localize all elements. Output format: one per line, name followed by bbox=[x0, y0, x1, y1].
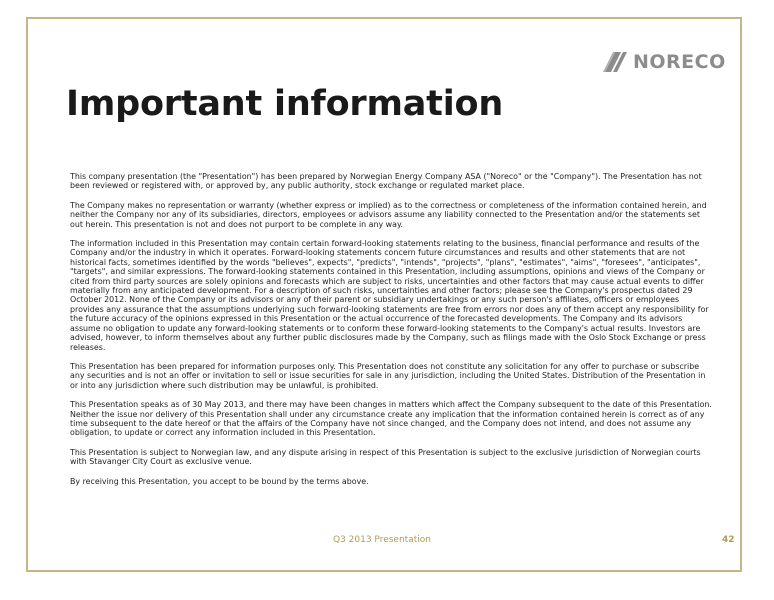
disclaimer-paragraph: This company presentation (the "Presentation") has been prepared by Norwegian Energy Company ASA ("Noreco" or the "Company"). The Presentation has not been reviewed or registered with, or approved by, any public authority, stock exchange or regulated market place. bbox=[70, 172, 702, 191]
disclaimer-paragraph: The information included in this Presentation may contain certain forward-looking statements relating to the business, financial performance and results of the Company and/or the industry in which it operates. Forward-looking statements concern future circumstances and results and other statements that are not historical facts, sometimes identified by the words "believes", expects", "predicts", "intends", "projects", "plans", "estimates", "aims", "foresees", "anticipates", "targets", and similar expressions. The forward-looking statements contained in this Presentation, including assumptions, opinions and views of the Company or cited from third party sources are solely opinions and forecasts which are subject to risks, uncertainties and other factors that may cause actual events to differ materially from any anticipated development. For a description of such risks, uncertainties and other factors; please see the Company's prospectus dated 29 October 2012. None of the Company or its advisors or any of their parent or subsidiary undertakings or any such person's affiliates, officers or employees provides any assurance that the assumptions underlying such forward-looking statements are free from errors nor does any of them accept any responsibility for the future accuracy of the opinions expressed in this Presentation or the actual occurrence of the forecasted developments. The Company and its advisors assume no obligation to update any forward-looking statements or to conform these forward-looking statements to the Company's actual results. Investors are advised, however, to inform themselves about any further public disclosures made by the Company, such as filings made with the Oslo Stock Exchange or press releases. bbox=[70, 239, 709, 352]
footer-label: Q3 2013 Presentation bbox=[333, 535, 431, 545]
disclaimer-paragraph: This Presentation speaks as of 30 May 2013, and there may have been changes in matters which affect the Company subsequent to the date of this Presentation. Neither the issue nor delivery of this Presentation shall under any circumstance create any implication that the information contained herein is correct as of any time subsequent to the date hereof or that the affairs of the Company have not since changed, and the Company does not intend, and does not assume any obligation, to update or correct any information included in this Presentation. bbox=[70, 400, 712, 438]
disclaimer-body bbox=[70, 172, 712, 496]
logo-text: NORECO bbox=[633, 50, 726, 73]
noreco-stripes-icon bbox=[603, 50, 629, 74]
disclaimer-paragraph: The Company makes no representation or warranty (whether express or implied) as to the correctness or completeness of the information contained herein, and neither the Company nor any of its subsidiaries, directors, employees or advisors assume any liability connected to the Presentation and/or the statements set out herein. This presentation is not and does not purport to be complete in any way. bbox=[70, 200, 707, 229]
disclaimer-paragraph: By receiving this Presentation, you accept to be bound by the terms above. bbox=[70, 476, 369, 486]
disclaimer-paragraph: This Presentation is subject to Norwegian law, and any dispute arising in respect of this Presentation is subject to the exclusive jurisdiction of Norwegian courts with Stavanger City Court as exclusive venue. bbox=[70, 447, 701, 467]
page-title: Important information bbox=[66, 84, 504, 124]
disclaimer-paragraph: This Presentation has been prepared for information purposes only. This Presentation does not constitute any solicitation for any offer to purchase or subscribe any securities and is not an offer or invitation to sell or issue securities for sale in any jurisdiction, including the United States. Distribution of the Presentation in or into any jurisdiction where such distribution may be unlawful, is prohibited. bbox=[70, 361, 706, 390]
company-logo bbox=[603, 48, 726, 76]
page-number: 42 bbox=[722, 535, 735, 545]
